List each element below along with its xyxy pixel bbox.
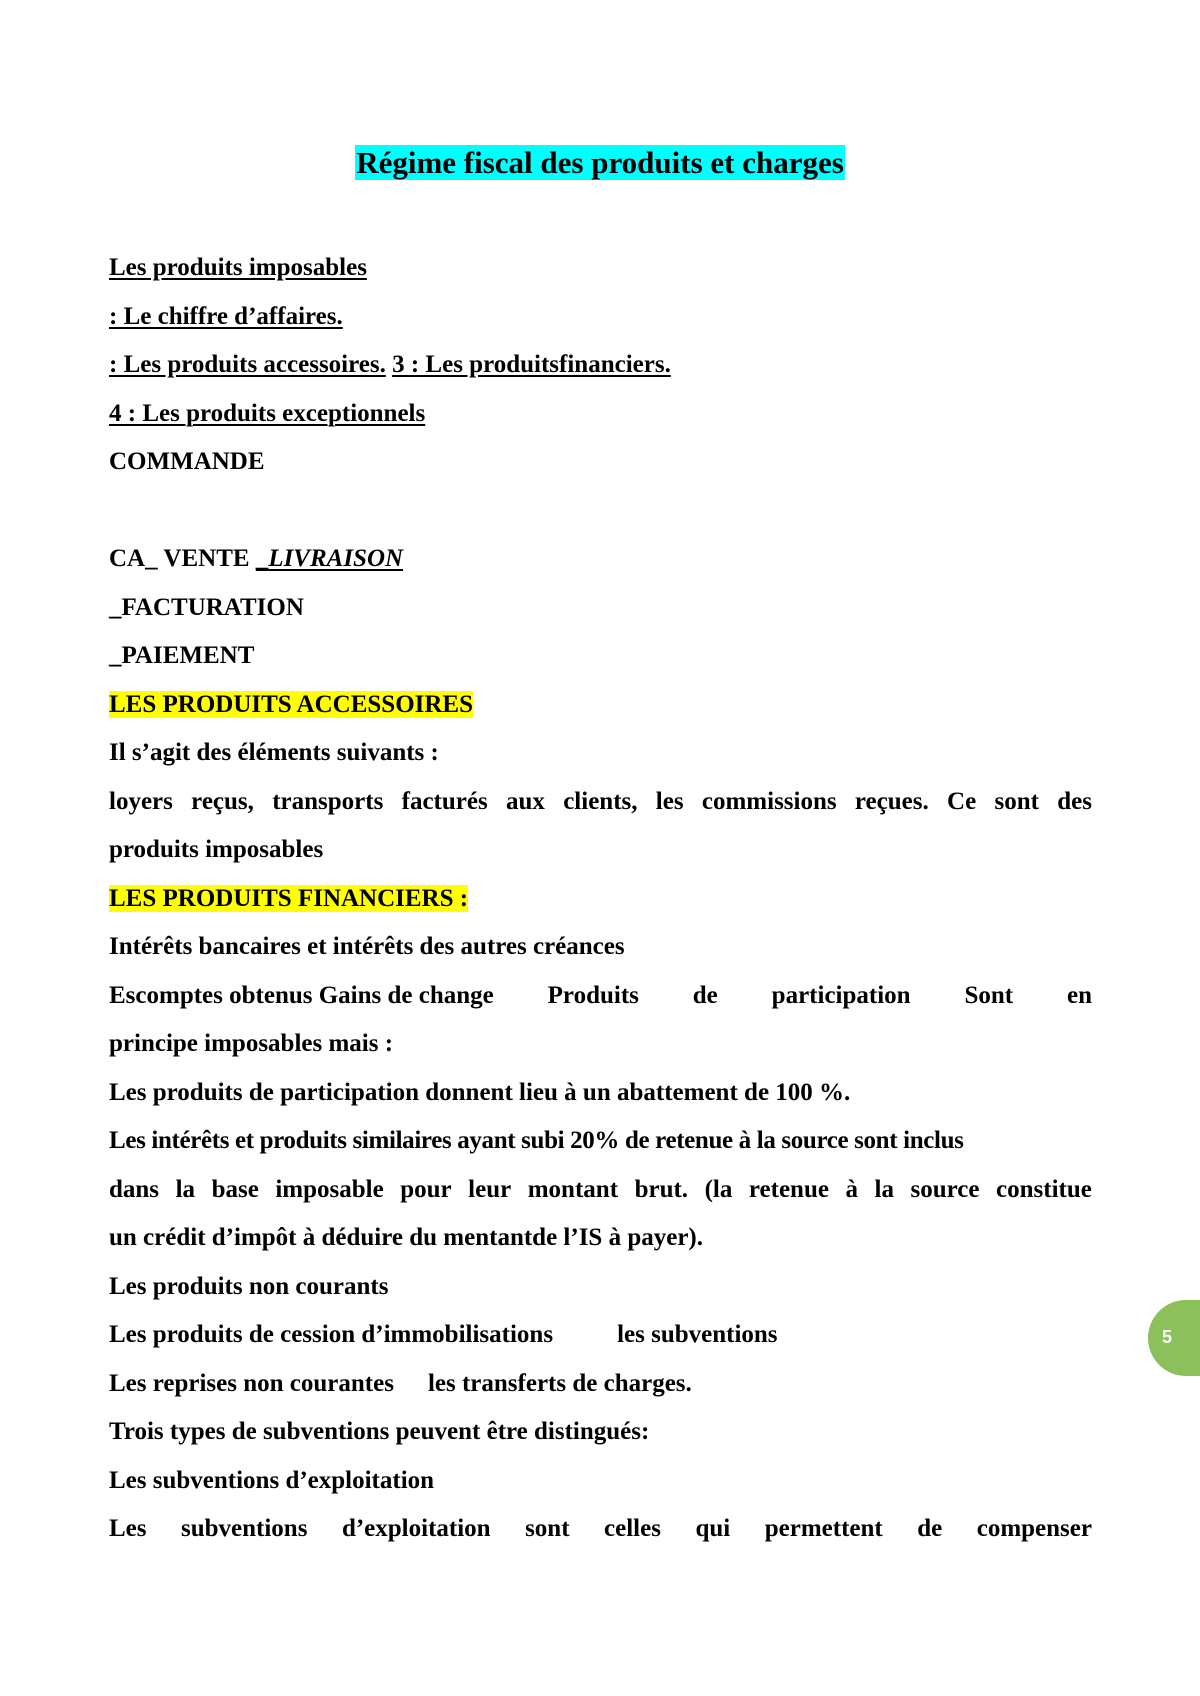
text-facturation: _FACTURATION [109, 593, 304, 621]
paragraph-interets-retenue: Les intérêts et produits similaires ayant subi 20% de retenue à la source sont inclus [109, 1127, 964, 1154]
text-commande: COMMANDE [109, 448, 265, 475]
document-title-text: Régime fiscal des produits et charges [356, 145, 844, 180]
item-chiffre-affaires: : Le chiffre d’affaires. [109, 302, 343, 330]
section-heading-produits-financiers: LES PRODUITS FINANCIERS : [109, 884, 469, 912]
paragraph-subventions-definition: Les subventions d’exploitation sont celles qui permettent de compenser [109, 1515, 1092, 1542]
item-produits-accessoires-financiers: : Les produits accessoires. 3 : Les produitsfinanciers. [109, 351, 671, 378]
paragraph-principe-imposables: principe imposables mais : [109, 1030, 394, 1057]
paragraph-produits-imposables: produits imposables [109, 836, 324, 863]
blank-line [109, 487, 1092, 536]
document-title [0, 143, 1200, 183]
paragraph-escomptes: Escomptes obtenus Gains de change Produits de participation Sont en [109, 981, 1092, 1009]
paragraph-produits-non-courants: Les produits non courants [109, 1272, 389, 1300]
text-paiement: _PAIEMENT [109, 642, 255, 669]
paragraph-abattement: Les produits de participation donnent lieu à un abattement de 100 %. [109, 1078, 851, 1106]
item-produits-exceptionnels: 4 : Les produits exceptionnels [109, 399, 426, 427]
paragraph-credit-impot: un crédit d’impôt à déduire du mentantde l’IS à payer). [109, 1224, 704, 1251]
document-body [109, 244, 1092, 1554]
heading-produits-imposables: Les produits imposables [109, 254, 367, 281]
section-heading-produits-accessoires: LES PRODUITS ACCESSOIRES [109, 690, 474, 718]
paragraph-trois-types: Trois types de subventions peuvent être distingués: [109, 1418, 650, 1445]
paragraph-loyers: loyers reçus, transports facturés aux clients, les commissions reçues. Ce sont des [109, 787, 1092, 815]
page-number-badge [1148, 1300, 1200, 1376]
paragraph-interets-bancaires: Intérêts bancaires et intérêts des autres créances [109, 933, 625, 960]
paragraph-subventions-exploitation: Les subventions d’exploitation [109, 1466, 435, 1494]
text-ca-vente-livraison: CA_ VENTE _LIVRAISON [109, 545, 404, 572]
paragraph-base-imposable: dans la base imposable pour leur montant brut. (la retenue à la source constitue [109, 1175, 1092, 1203]
paragraph-cession-immobilisations: Les produits de cession d’immobilisations les subventions [109, 1321, 778, 1348]
page-number: 5 [1162, 1327, 1173, 1347]
paragraph-elements-suivants: Il s’agit des éléments suivants : [109, 739, 439, 766]
paragraph-reprises-non-courantes: Les reprises non courantes les transferts de charges. [109, 1369, 692, 1397]
